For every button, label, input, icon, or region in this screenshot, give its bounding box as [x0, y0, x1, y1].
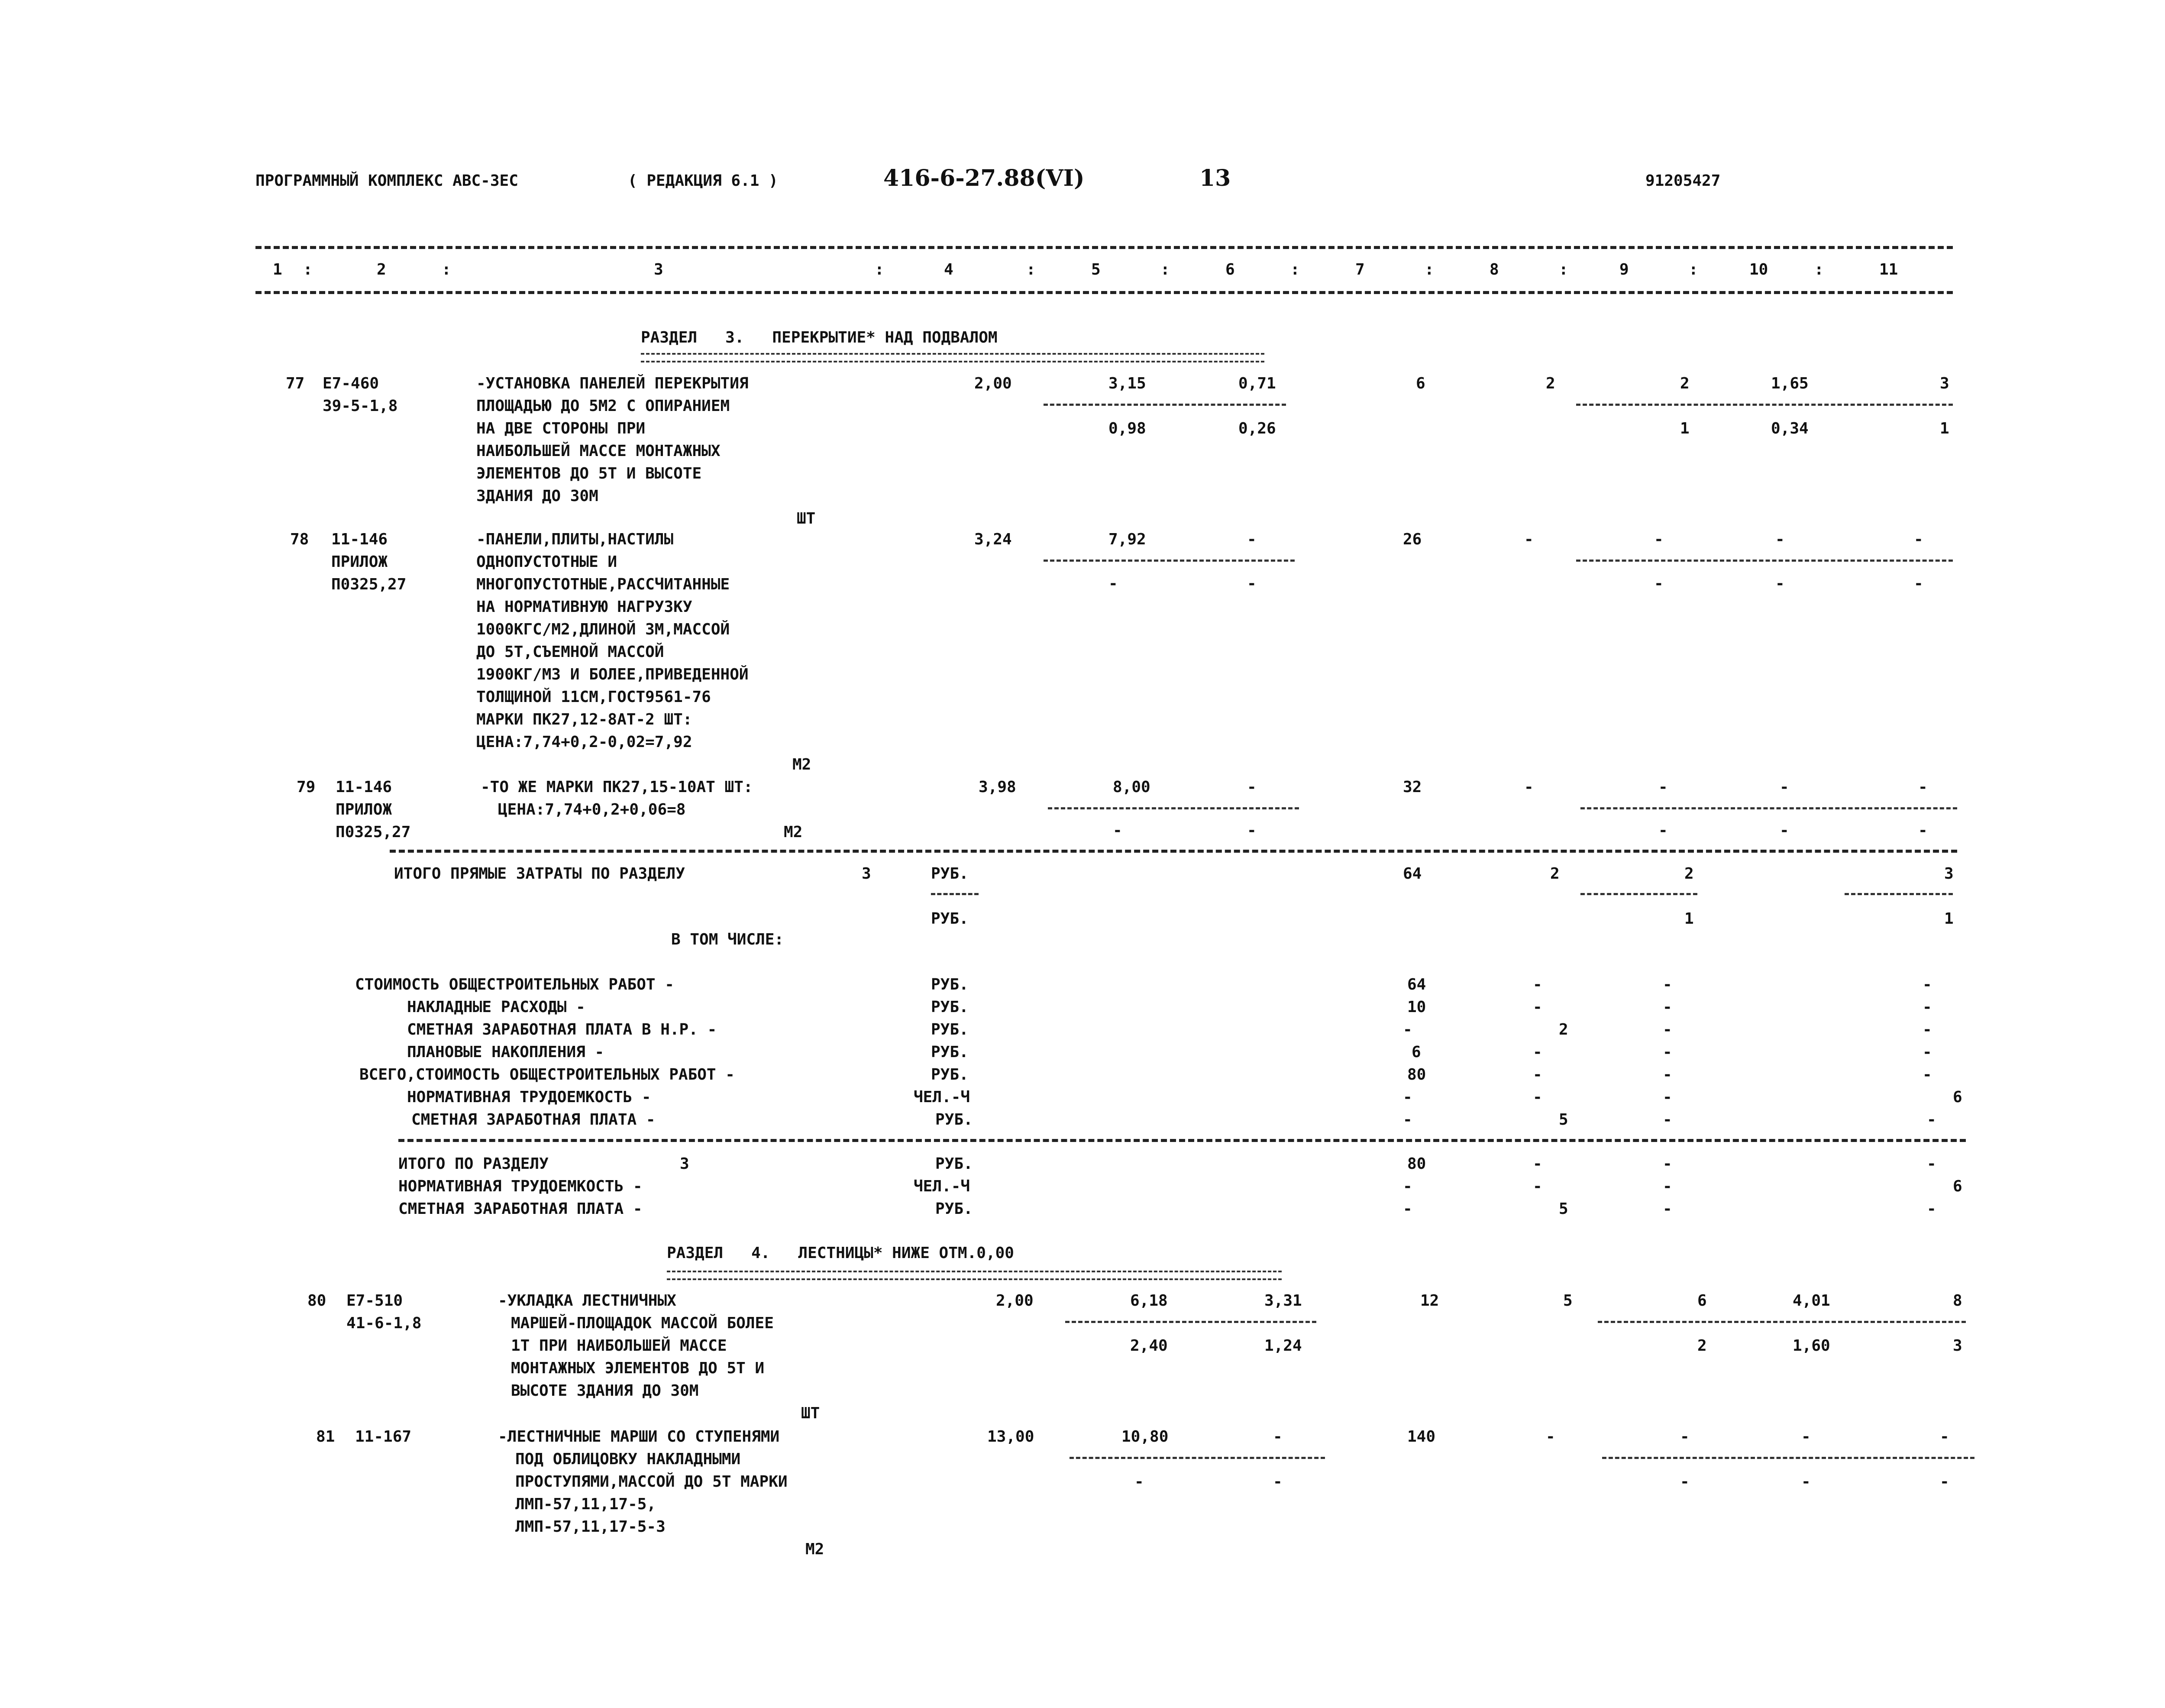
item-description: ТОЛЩИНОЙ 11СМ,ГОСТ9561-76: [476, 688, 711, 706]
cell-c11: -: [1923, 1021, 1932, 1038]
cell-c9: -: [1663, 976, 1672, 993]
cell-c5: 3,15: [1108, 375, 1146, 392]
item-number: 80: [307, 1292, 326, 1310]
cell-c4: 2,00: [996, 1292, 1034, 1310]
item-code: 11-167: [355, 1428, 412, 1446]
final-section-number: 3: [680, 1155, 689, 1173]
cell-c10-sub: -: [1801, 1473, 1811, 1491]
cell-c9: -: [1663, 1043, 1672, 1061]
cell-rule: [1576, 404, 1953, 406]
cell-c11: -: [1923, 976, 1932, 993]
breakdown-unit: РУБ.: [931, 1043, 969, 1061]
cell-c6: 3,31: [1264, 1292, 1302, 1310]
item-description: -ТО ЖЕ МАРКИ ПК27,15-10АТ ШТ:: [481, 778, 753, 796]
item-code: 11-146: [331, 531, 388, 548]
breakdown-unit: РУБ.: [935, 1111, 973, 1129]
item-description: -УСТАНОВКА ПАНЕЛЕЙ ПЕРЕКРЫТИЯ: [476, 375, 749, 392]
cell-c10: 1,65: [1771, 375, 1809, 392]
final-label: СМЕТНАЯ ЗАРАБОТНАЯ ПЛАТА -: [398, 1200, 643, 1218]
col-7: 7: [1355, 261, 1365, 278]
item-description: ПОД ОБЛИЦОВКУ НАКЛАДНЫМИ: [515, 1450, 741, 1468]
cell-c6: -: [1273, 1428, 1283, 1446]
item-number: 77: [286, 375, 305, 392]
cell-c7: 6: [1416, 375, 1425, 392]
cell-c5-sub: 0,98: [1108, 420, 1146, 437]
final-unit: РУБ.: [935, 1200, 973, 1218]
document-code: 91205427: [1645, 172, 1721, 190]
cell-c7: 64: [1407, 976, 1426, 993]
cell-rule: [1070, 1457, 1325, 1459]
item-description: ЦЕНА:7,74+0,2-0,02=7,92: [476, 733, 692, 751]
item-code: ПРИЛОЖ: [331, 553, 388, 571]
cell-c7: -: [1403, 1177, 1412, 1195]
cell-c11-sub: -: [1940, 1473, 1949, 1491]
item-description: МАРКИ ПК27,12-8АТ-2 ШТ:: [476, 711, 692, 728]
item-number: 78: [290, 531, 309, 548]
cell-c8: -: [1533, 1043, 1542, 1061]
cell-c8: -: [1533, 1088, 1542, 1106]
item-code: П0325,27: [331, 576, 407, 593]
cell-c5: 6,18: [1130, 1292, 1168, 1310]
cell-c11: -: [1923, 998, 1932, 1016]
cell-rule: [1044, 560, 1295, 562]
cell-c5: 10,80: [1121, 1428, 1169, 1446]
cell-c6-sub: -: [1247, 575, 1257, 592]
breakdown-label: СТОИМОСТЬ ОБЩЕСТРОИТЕЛЬНЫХ РАБОТ -: [355, 976, 674, 993]
item-number: 79: [297, 778, 316, 796]
col-1: 1: [273, 261, 282, 278]
unit-rule: [931, 893, 979, 895]
cell-c10: -: [1775, 531, 1785, 548]
cell-c5-sub: 2,40: [1130, 1337, 1168, 1355]
cell-c9: -: [1663, 998, 1672, 1016]
totals-section-number: 3: [862, 865, 871, 883]
item-description: -УКЛАДКА ЛЕСТНИЧНЫХ: [498, 1292, 676, 1310]
item-description: ЦЕНА:7,74+0,2+0,06=8: [498, 801, 686, 818]
cell-c9: -: [1680, 1428, 1690, 1446]
cell-c9-sub: -: [1658, 822, 1668, 839]
section-title: РАЗДЕЛ 3. ПЕРЕКРЫТИЕ* НАД ПОДВАЛОМ: [641, 329, 998, 346]
cell-c11: -: [1914, 531, 1923, 548]
item-description: ЭЛЕМЕНТОВ ДО 5Т И ВЫСОТЕ: [476, 465, 702, 482]
cell-c4: 2,00: [974, 375, 1012, 392]
col-2: 2: [377, 261, 386, 278]
cell-c10-sub: -: [1775, 575, 1785, 592]
cell-c5: 8,00: [1113, 778, 1150, 796]
cell-c11: -: [1927, 1111, 1936, 1129]
item-description: 1Т ПРИ НАИБОЛЬШЕЙ МАССЕ: [511, 1337, 727, 1355]
breakdown-unit: ЧЕЛ.-Ч: [914, 1088, 970, 1106]
cell-rule: [1576, 560, 1953, 562]
col-sep: :: [442, 261, 451, 278]
cell-rule: [1598, 1321, 1966, 1323]
cell-c8: -: [1533, 976, 1542, 993]
col-sep: :: [875, 261, 884, 278]
cell-c10: -: [1801, 1428, 1811, 1446]
cell-c9: -: [1654, 531, 1664, 548]
cell-c11: -: [1918, 778, 1928, 796]
item-code: П0325,27: [336, 823, 411, 841]
cell-c8: -: [1524, 778, 1534, 796]
cell-c10: 4,01: [1793, 1292, 1830, 1310]
cell-c7: 10: [1407, 998, 1426, 1016]
cell-c6-sub: 1,24: [1264, 1337, 1302, 1355]
cell-c9: -: [1663, 1200, 1672, 1218]
col-sep: :: [1160, 261, 1170, 278]
cell-rule: [1845, 893, 1953, 895]
title-underline: [667, 1271, 1282, 1280]
final-unit: ЧЕЛ.-Ч: [914, 1177, 970, 1195]
cell-c9: -: [1663, 1111, 1672, 1129]
header-rule-top: [255, 246, 1953, 249]
cell-c5-sub: -: [1108, 575, 1118, 592]
edition: ( РЕДАКЦИЯ 6.1 ): [628, 172, 778, 190]
col-sep: :: [1425, 261, 1434, 278]
cell-c9-sub: 2: [1697, 1337, 1707, 1355]
col-8: 8: [1490, 261, 1499, 278]
col-3: 3: [654, 261, 663, 278]
breakdown-unit: РУБ.: [931, 1066, 969, 1084]
cell-c8: -: [1524, 531, 1534, 548]
cell-c7: -: [1403, 1021, 1412, 1038]
cell-rule: [1044, 404, 1286, 406]
cell-c6-sub: -: [1247, 822, 1257, 839]
final-unit: РУБ.: [935, 1155, 973, 1173]
item-description: ДО 5Т,СЪЕМНОЙ МАССОЙ: [476, 643, 664, 661]
final-label: ИТОГО ПО РАЗДЕЛУ: [398, 1155, 549, 1173]
cell-c7: 32: [1403, 778, 1422, 796]
cell-c6-sub: -: [1273, 1473, 1283, 1491]
cell-c9: -: [1658, 778, 1668, 796]
cell-c9-sub: 1: [1680, 420, 1690, 437]
col-10: 10: [1749, 261, 1768, 278]
item-description: ЛМП-57,11,17-5-3: [515, 1518, 666, 1536]
item-description: 1000КГС/М2,ДЛИНОЙ 3М,МАССОЙ: [476, 621, 730, 638]
item-unit: ШТ: [797, 510, 816, 527]
item-code: Е7-510: [346, 1292, 403, 1310]
cell-c10: -: [1780, 778, 1789, 796]
cell-c6: 0,71: [1238, 375, 1276, 392]
item-description: ВЫСОТЕ ЗДАНИЯ ДО 30М: [511, 1382, 699, 1400]
cell-c9-sub: -: [1654, 575, 1664, 592]
totals-label: ИТОГО ПРЯМЫЕ ЗАТРАТЫ ПО РАЗДЕЛУ: [394, 865, 685, 883]
cell-c8: 2: [1559, 1021, 1568, 1038]
cell-c11-sub: 1: [1944, 910, 1954, 928]
cell-c8: -: [1533, 1155, 1542, 1173]
cell-c8: 5: [1559, 1200, 1568, 1218]
cell-c11: -: [1927, 1155, 1936, 1173]
cell-c7: 80: [1407, 1155, 1426, 1173]
item-code: 41-6-1,8: [346, 1314, 422, 1332]
cell-c11-sub: 3: [1953, 1337, 1962, 1355]
project-number: 416-6-27.88(VI): [883, 165, 1085, 191]
cell-c6: -: [1247, 531, 1257, 548]
cell-c9: -: [1663, 1021, 1672, 1038]
cell-c7: 80: [1407, 1066, 1426, 1084]
col-sep: :: [303, 261, 313, 278]
cell-c7: -: [1403, 1111, 1412, 1129]
cell-c10-sub: 0,34: [1771, 420, 1809, 437]
cell-c4: 3,24: [974, 531, 1012, 548]
cell-rule: [1580, 807, 1957, 809]
breakdown-label: ПЛАНОВЫЕ НАКОПЛЕНИЯ -: [407, 1043, 604, 1061]
breakdown-unit: РУБ.: [931, 976, 969, 993]
cell-c10-sub: -: [1780, 822, 1789, 839]
cell-c11: 8: [1953, 1292, 1962, 1310]
item-description: НА НОРМАТИВНУЮ НАГРУЗКУ: [476, 598, 692, 616]
col-sep: :: [1689, 261, 1698, 278]
cell-c9: 2: [1684, 865, 1694, 883]
cell-c5: 7,92: [1108, 531, 1146, 548]
cell-rule: [1065, 1321, 1316, 1323]
cell-c8: -: [1546, 1428, 1555, 1446]
item-description: ПЛОЩАДЬЮ ДО 5М2 С ОПИРАНИЕМ: [476, 397, 730, 415]
cell-c8: 2: [1546, 375, 1555, 392]
cell-c9: 6: [1697, 1292, 1707, 1310]
final-label: НОРМАТИВНАЯ ТРУДОЕМКОСТЬ -: [398, 1177, 643, 1195]
col-6: 6: [1225, 261, 1235, 278]
item-description: ЛМП-57,11,17-5,: [515, 1495, 656, 1513]
breakdown-unit: РУБ.: [931, 998, 969, 1016]
totals-unit: РУБ.: [931, 865, 969, 883]
cell-c9: -: [1663, 1066, 1672, 1084]
cell-c6-sub: 0,26: [1238, 420, 1276, 437]
item-description: -ЛЕСТНИЧНЫЕ МАРШИ СО СТУПЕНЯМИ: [498, 1428, 780, 1446]
cell-c11: -: [1923, 1043, 1932, 1061]
cell-c4: 3,98: [979, 778, 1016, 796]
col-5: 5: [1091, 261, 1101, 278]
header-rule-bottom: [255, 291, 1953, 294]
item-description: МАРШЕЙ-ПЛОЩАДОК МАССОЙ БОЛЕЕ: [511, 1314, 774, 1332]
cell-c11-sub: 1: [1940, 420, 1949, 437]
section-total-rule: [398, 1139, 1966, 1142]
cell-c11: 3: [1944, 865, 1954, 883]
sheet-number: 13: [1199, 165, 1231, 191]
cell-rule: [1048, 807, 1299, 809]
cell-c11: -: [1940, 1428, 1949, 1446]
cell-c11: 6: [1953, 1177, 1962, 1195]
cell-c9-sub: -: [1680, 1473, 1690, 1491]
cell-c5-sub: -: [1113, 822, 1122, 839]
item-code: Е7-460: [323, 375, 379, 392]
cell-c8: -: [1533, 998, 1542, 1016]
item-description: ОДНОПУСТОТНЫЕ И: [476, 553, 617, 571]
item-unit: ШТ: [801, 1404, 820, 1422]
cell-c7: 64: [1403, 865, 1422, 883]
breakdown-label: СМЕТНАЯ ЗАРАБОТНАЯ ПЛАТА -: [411, 1111, 656, 1129]
program-name: ПРОГРАММНЫЙ КОМПЛЕКС АВС-ЗЕС: [255, 172, 518, 190]
breakdown-label: СМЕТНАЯ ЗАРАБОТНАЯ ПЛАТА В Н.Р. -: [407, 1021, 717, 1038]
cell-c8: 5: [1559, 1111, 1568, 1129]
item-description: -ПАНЕЛИ,ПЛИТЫ,НАСТИЛЫ: [476, 531, 674, 548]
title-underline: [641, 353, 1264, 362]
breakdown-label: НОРМАТИВНАЯ ТРУДОЕМКОСТЬ -: [407, 1088, 651, 1106]
col-9: 9: [1619, 261, 1629, 278]
breakdown-label: НАКЛАДНЫЕ РАСХОДЫ -: [407, 998, 585, 1016]
cell-c8: -: [1533, 1066, 1542, 1084]
cell-c7: 140: [1407, 1428, 1436, 1446]
item-description: ЗДАНИЯ ДО 30М: [476, 487, 598, 505]
cell-c8: 5: [1563, 1292, 1573, 1310]
cell-c11-sub: -: [1914, 575, 1923, 592]
item-code: 11-146: [336, 778, 392, 796]
col-sep: :: [1026, 261, 1036, 278]
breakdown-unit: РУБ.: [931, 1021, 969, 1038]
item-description: 1900КГ/М3 И БОЛЕЕ,ПРИВЕДЕННОЙ: [476, 666, 749, 683]
cell-c10-sub: 1,60: [1793, 1337, 1830, 1355]
cell-c11: 6: [1953, 1088, 1962, 1106]
cell-c4: 13,00: [987, 1428, 1034, 1446]
item-code: 39-5-1,8: [323, 397, 398, 415]
item-description: МНОГОПУСТОТНЫЕ,РАССЧИТАННЫЕ: [476, 576, 730, 593]
cell-c9: -: [1663, 1088, 1672, 1106]
cell-c8: 2: [1550, 865, 1560, 883]
item-unit: М2: [784, 823, 803, 841]
item-description: НА ДВЕ СТОРОНЫ ПРИ: [476, 420, 646, 437]
totals-unit: РУБ.: [931, 910, 969, 928]
cell-c11: 3: [1940, 375, 1949, 392]
item-description: ПРОСТУПЯМИ,МАССОЙ ДО 5Т МАРКИ: [515, 1473, 788, 1491]
item-description: МОНТАЖНЫХ ЭЛЕМЕНТОВ ДО 5Т И: [511, 1359, 765, 1377]
col-sep: :: [1290, 261, 1300, 278]
cell-c9: -: [1663, 1177, 1672, 1195]
cell-c7: -: [1403, 1088, 1412, 1106]
section-title: РАЗДЕЛ 4. ЛЕСТНИЦЫ* НИЖЕ ОТМ.0,00: [667, 1244, 1014, 1262]
cell-c11-sub: -: [1918, 822, 1928, 839]
item-number: 81: [316, 1428, 335, 1446]
cell-c9-sub: 1: [1684, 910, 1694, 928]
cell-c11: -: [1927, 1200, 1936, 1218]
cell-c11: -: [1923, 1066, 1932, 1084]
item-code: ПРИЛОЖ: [336, 801, 392, 818]
col-sep: :: [1814, 261, 1824, 278]
cell-rule: [1602, 1457, 1974, 1459]
breakdown-label: ВСЕГО,СТОИМОСТЬ ОБЩЕСТРОИТЕЛЬНЫХ РАБОТ -: [359, 1066, 735, 1084]
cell-c7: 26: [1403, 531, 1422, 548]
cell-c9: 2: [1680, 375, 1690, 392]
item-description: НАИБОЛЬШЕЙ МАССЕ МОНТАЖНЫХ: [476, 442, 721, 460]
totals-rule: [390, 850, 1957, 853]
cell-c7: -: [1403, 1200, 1412, 1218]
col-11: 11: [1879, 261, 1898, 278]
item-unit: М2: [805, 1540, 824, 1558]
cell-c9: -: [1663, 1155, 1672, 1173]
including-label: В ТОМ ЧИСЛЕ:: [671, 931, 784, 948]
cell-c6: -: [1247, 778, 1257, 796]
cell-c5-sub: -: [1134, 1473, 1144, 1491]
item-unit: М2: [792, 756, 811, 773]
col-sep: :: [1559, 261, 1568, 278]
cell-rule: [1580, 893, 1697, 895]
col-4: 4: [944, 261, 953, 278]
cell-c8: -: [1533, 1177, 1542, 1195]
cell-c7: 6: [1412, 1043, 1421, 1061]
cell-c7: 12: [1420, 1292, 1439, 1310]
